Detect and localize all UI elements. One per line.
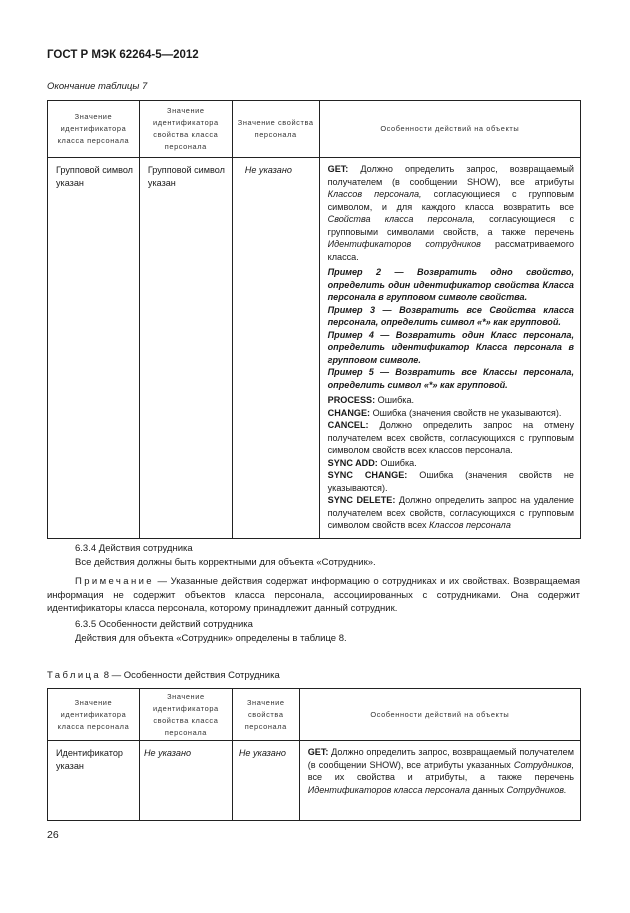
table8-cell-features xyxy=(299,741,580,821)
process-line: PROCESS: Ошибка. xyxy=(327,395,415,405)
table8-cell-property-id: Не указано xyxy=(139,741,232,821)
table7-col-class-id: Значение идентификатора класса персонала xyxy=(48,101,140,158)
table8-caption: Таблица 8 — Особенности действия Сотрудника xyxy=(47,670,280,681)
table8 xyxy=(47,688,581,821)
document-header: ГОСТ Р МЭК 62264-5—2012 xyxy=(47,49,199,61)
note-paragraph: Примечание — Указанные действия содержат информацию о сотрудниках и их свойствах. Возвращаемая информация не содержит объектов класса персонала, ассоциированных с сотрудниками. Она содержит идентификаторы класса персонала, которому принадлежит данный сотрудник. xyxy=(47,576,580,615)
example-3: Пример 3 — Возвратить все Свойства класса персонала, определить символ «*» как групповой. xyxy=(327,304,574,327)
table8-cell-class-id: Идентификатор указан xyxy=(48,741,140,821)
section-6-3-4-heading: 6.3.4 Действия сотрудника xyxy=(75,543,193,554)
section-6-3-5-text: Действия для объекта «Сотрудник» определены в таблице 8. xyxy=(75,633,347,644)
table-row xyxy=(48,158,581,539)
table7-col-features: Особенности действий на объекты xyxy=(319,101,580,158)
table7-cell-property-id: Групповой символ указан xyxy=(139,158,232,539)
page-number: 26 xyxy=(47,829,59,841)
table8-col-property-value: Значение свойства персонала xyxy=(232,689,299,741)
get-paragraph: GET: Должно определить запрос, возвращаемый получателем (в сообщении SHOW), все атрибуты Классов персонала, согласующиеся с групповым символом, и для каждого класса возвратить все Свойства класса персонала, согласующиеся с групповыми символами свойств, а также перечень Идентификаторов сотрудников рассматриваемого класса. xyxy=(327,164,574,262)
sync-change-line: SYNC CHANGE: Ошибка (значения свойств не указываются). xyxy=(327,470,574,493)
table7-header-row xyxy=(48,101,581,158)
table8-cell-property-value: Не указано xyxy=(232,741,299,821)
example-5: Пример 5 — Возвратить все Классы персонала, определить символ «*» как групповой. xyxy=(327,367,574,390)
table7-cell-features xyxy=(319,158,580,539)
table-row xyxy=(48,741,581,821)
table8-col-class-id: Значение идентификатора класса персонала xyxy=(48,689,140,741)
table7 xyxy=(47,100,581,539)
sync-add-line: SYNC ADD: Ошибка. xyxy=(327,457,417,468)
example-4: Пример 4 — Возвратить один Класс персонала, определить идентификатор Класса персонала в групповом символе. xyxy=(327,329,574,365)
section-6-3-5-heading: 6.3.5 Особенности действий сотрудника xyxy=(75,619,253,630)
table8-header-row xyxy=(48,689,581,741)
change-line: CHANGE: Ошибка (значения свойств не указываются). xyxy=(327,407,562,418)
example-2: Пример 2 — Возвратить одно свойство, определить один идентификатор свойства Класса персонала в групповом символе свойства. xyxy=(327,267,574,302)
table7-col-property-id: Значение идентификатора свойства класса персонала xyxy=(139,101,232,158)
get-paragraph: GET: Должно определить запрос, возвращаемый получателем (в сообщении SHOW), все атрибуты указанных Сотрудников, все их свойства и атрибуты, а также перечень Идентификаторов класса персонала данных Сотрудников. xyxy=(307,747,574,795)
table8-col-features: Особенности действий на объекты xyxy=(299,689,580,741)
table7-col-property-value: Значение свойства персонала xyxy=(232,101,319,158)
table7-caption: Окончание таблицы 7 xyxy=(47,81,148,92)
table8-col-property-id: Значение идентификатора свойства класса персонала xyxy=(139,689,232,741)
sync-delete-line: SYNC DELETE: Должно определить запрос на удаление получателем всех свойств, согласующихся с групповым символом свойств всех Классов персонала xyxy=(327,495,574,530)
table7-cell-property-value: Не указано xyxy=(232,158,319,539)
section-6-3-4-text: Все действия должны быть корректными для объекта «Сотрудник». xyxy=(75,557,376,568)
cancel-line: CANCEL: Должно определить запрос на отмену получателем всех свойств, согласующихся с групповым символом свойств всех классов персонала. xyxy=(327,420,574,455)
table7-cell-class-id: Групповой символ указан xyxy=(48,158,140,539)
